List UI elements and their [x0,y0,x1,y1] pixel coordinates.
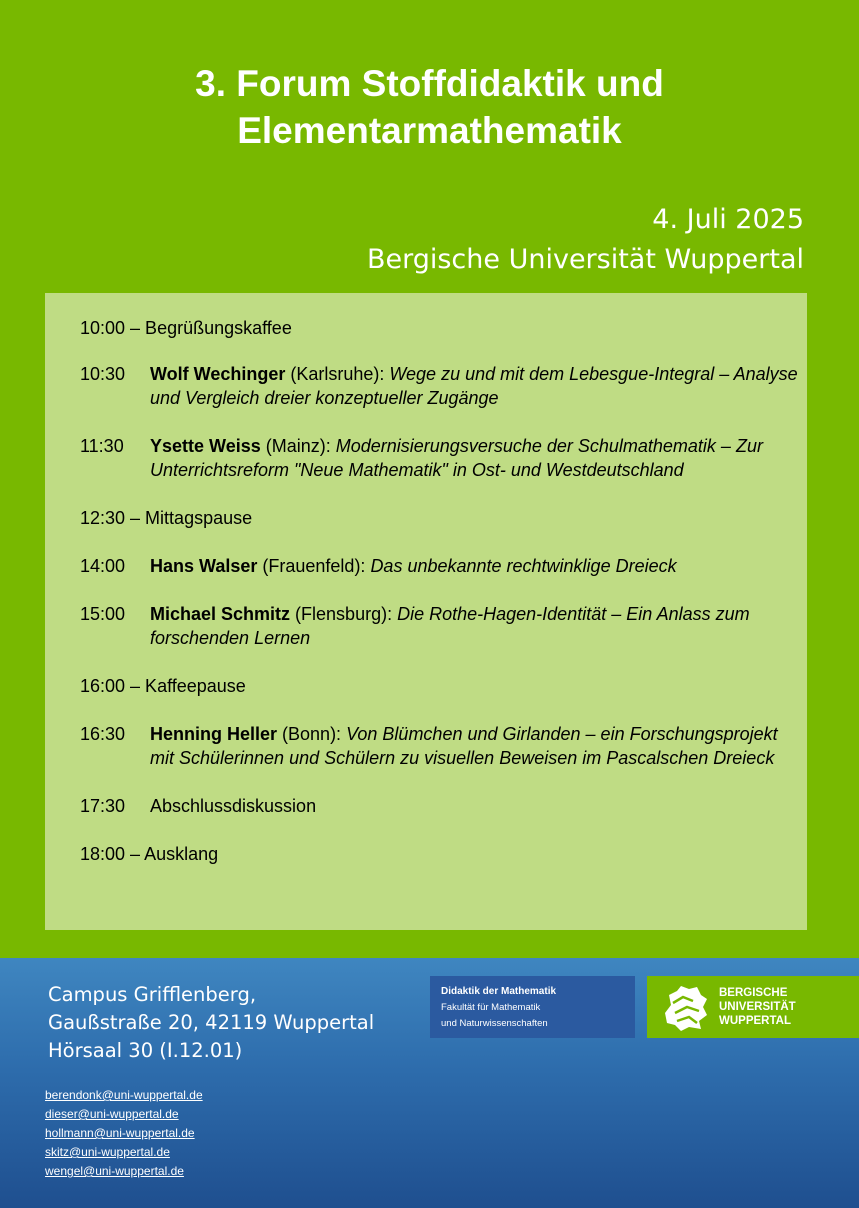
talk-title: Von Blümchen und Girlanden – ein Forschungsprojekt mit Schülerinnen und Schülern zu visuellen Beweisen im Pascalschen Dreieck [150,724,778,768]
venue-address [48,981,374,1065]
talk-title: Wege zu und mit dem Lebesgue-Integral – Analyse und Vergleich dreier konzeptueller Zugänge [150,364,798,408]
talk-title: Modernisierungsversuche der Schulmathematik – Zur Unterrichtsreform "Neue Mathematik" in Ost- und Westdeutschland [150,436,763,480]
program-talk [150,554,800,578]
speaker-affiliation: (Flensburg): [290,604,398,624]
program-talk [150,434,800,482]
program-time: 10:30 [80,364,126,384]
program-item [80,554,800,578]
program-break: 10:00 – Begrüßungskaffee [80,318,292,338]
logo-line-2: UNIVERSITÄT [719,1001,796,1013]
email-link[interactable]: dieser@uni-wuppertal.de [45,1107,179,1121]
talk-title: Die Rothe-Hagen-Identität – Ein Anlass zum forschenden Lernen [150,604,750,648]
speaker-name: Hans Walser [150,556,258,576]
program-time: 11:30 [80,436,124,456]
speaker-affiliation: (Mainz): [260,436,336,456]
university-logo [647,976,859,1038]
program-talk [150,722,800,770]
program-time: 15:00 [80,604,126,624]
program-item [80,362,800,410]
speaker-name: Michael Schmitz [150,604,291,624]
speaker-name: Henning Heller [150,724,278,744]
email-link[interactable]: hollmann@uni-wuppertal.de [45,1126,195,1140]
contact-emails [45,1086,203,1181]
speaker-affiliation: (Karlsruhe): [285,364,390,384]
lion-emblem-icon [659,983,711,1033]
program-time: 14:00 [80,556,126,576]
program-item [80,602,800,650]
program-break: 12:30 – Mittagspause [80,508,253,528]
didaktik-line-3: und Naturwissenschaften [441,1018,548,1029]
didaktik-logo-box [430,976,635,1038]
program-item [80,794,800,818]
email-link[interactable]: skitz@uni-wuppertal.de [45,1145,170,1159]
speaker-affiliation: Abschlussdiskussion [150,796,317,816]
speaker-name: Ysette Weiss [150,436,261,456]
logo-line-1: BERGISCHE [719,987,788,999]
program-item [80,842,800,866]
didaktik-title: Didaktik der Mathematik [441,986,557,997]
address-line-3: Hörsaal 30 (I.12.01) [48,1039,243,1062]
speaker-name: Wolf Wechinger [150,364,286,384]
program-item [80,674,800,698]
program-time: 17:30 [80,796,126,816]
address-line-2: Gaußstraße 20, 42119 Wuppertal [48,1011,375,1034]
event-university: Bergische Universität Wuppertal [366,244,804,275]
program-list [80,316,800,866]
didaktik-line-2: Fakultät für Mathematik [441,1002,541,1013]
title-line-2: Elementarmathematik [237,110,622,151]
program-time: 16:30 [80,724,126,744]
address-line-1: Campus Grifflenberg, [48,983,257,1006]
program-item [80,722,800,770]
talk-title: Das unbekannte rechtwinklige Dreieck [370,556,677,576]
speaker-affiliation: (Frauenfeld): [257,556,371,576]
program-break: 16:00 – Kaffeepause [80,676,246,696]
program-talk [150,794,800,818]
email-link[interactable]: wengel@uni-wuppertal.de [45,1164,184,1178]
program-talk [150,602,800,650]
program-item [80,316,800,340]
title-line-1: 3. Forum Stoffdidaktik und [195,63,664,104]
logo-line-3: WUPPERTAL [719,1015,791,1027]
program-item [80,434,800,482]
program-talk [150,362,800,410]
email-link[interactable]: berendonk@uni-wuppertal.de [45,1088,203,1102]
program-break: 18:00 – Ausklang [80,844,219,864]
page-title [0,60,859,154]
event-date: 4. Juli 2025 [652,204,804,235]
university-logo-text [719,986,796,1028]
program-item [80,506,800,530]
speaker-affiliation: (Bonn): [277,724,347,744]
